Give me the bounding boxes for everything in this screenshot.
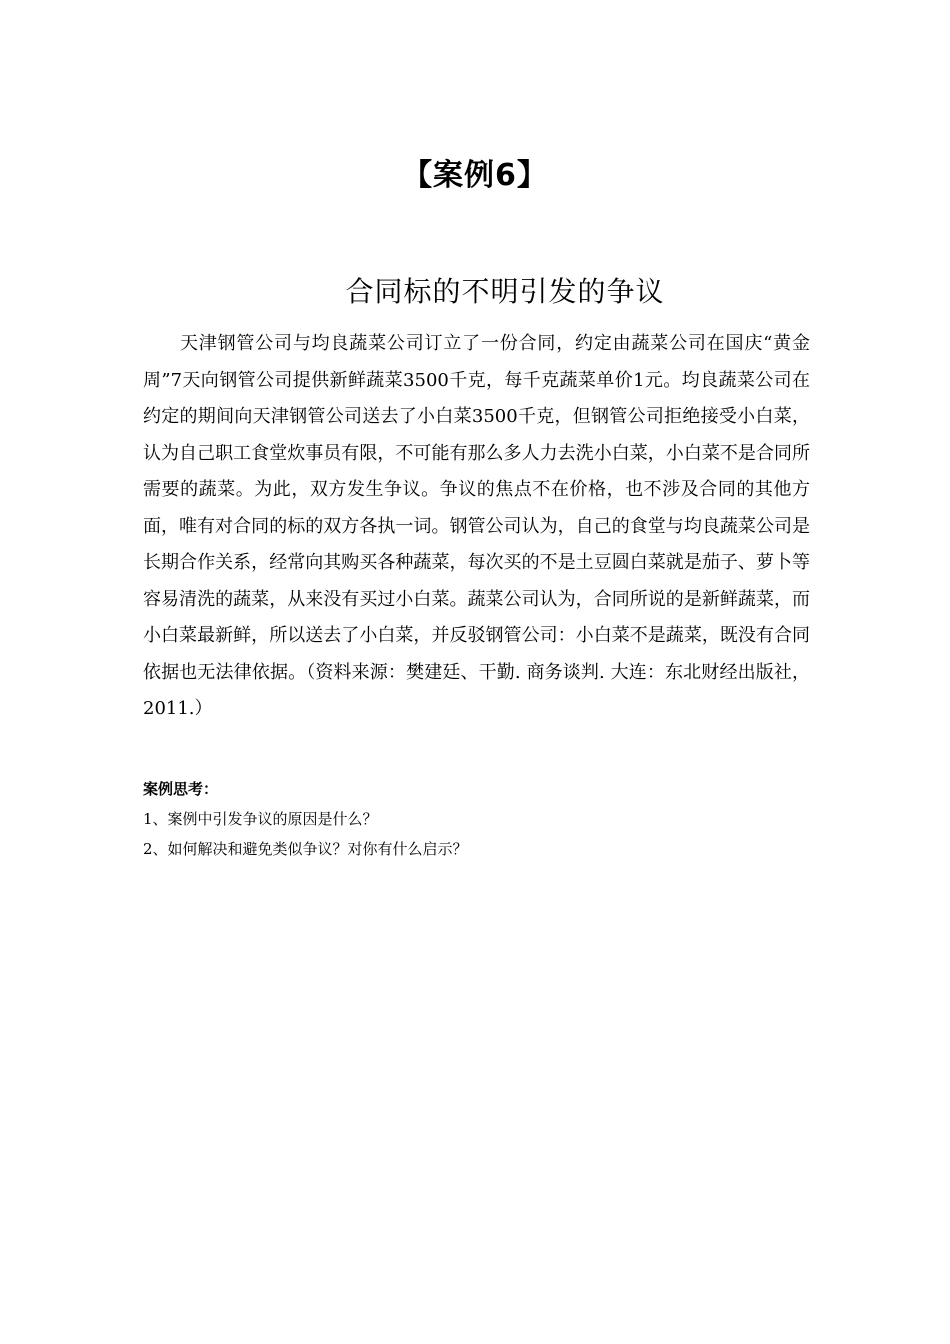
document-title: 合同标的不明引发的争议	[345, 275, 665, 308]
question-item: 2、如何解决和避免类似争议？对你有什么启示？	[143, 840, 468, 858]
questions-heading: 案例思考：	[143, 780, 219, 798]
case-body-paragraph: 天津钢管公司与均良蔬菜公司订立了一份合同，约定由蔬菜公司在国庆“黄金周”7天向钢管公司提供新鲜蔬菜3500千克，每千克蔬菜单价1元。均良蔬菜公司在约定的期间向天津钢管公司送去了小白菜3500千克，但钢管公司拒绝接受小白菜，认为自己职工食堂炊事员有限，不可能有那么多人力去洗小白菜，小白菜不是合同所需要的蔬菜。为此，双方发生争议。争议的焦点不在价格，也不涉及合同的其他方面，唯有对合同的标的双方各执一词。钢管公司认为，自己的食堂与均良蔬菜公司是长期合作关系，经常向其购买各种蔬菜，每次买的不是土豆圆白菜就是茄子、萝卜等容易清洗的蔬菜，从来没有买过小白菜。蔬菜公司认为，合同所说的是新鲜蔬菜，而小白菜最新鲜，所以送去了小白菜，并反驳钢管公司：小白菜不是蔬菜，既没有合同依据也无法律依据。（资料来源：樊建廷、干勤. 商务谈判. 大连：东北财经出版社，2011.）	[143, 333, 810, 719]
case-label: 【案例6】	[402, 158, 548, 193]
questions-section	[143, 774, 810, 864]
question-item: 1、案例中引发争议的原因是什么？	[143, 810, 378, 828]
